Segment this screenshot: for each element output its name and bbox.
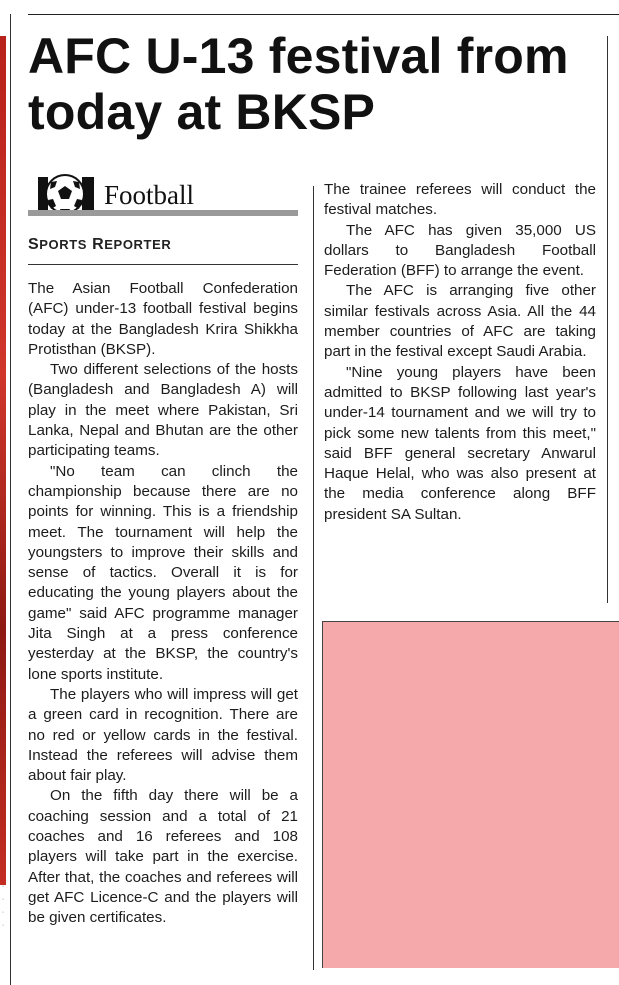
byline-rest-1: PORTS bbox=[39, 237, 88, 252]
article-column-2 bbox=[324, 180, 596, 525]
advertisement-placeholder bbox=[322, 621, 619, 968]
section-label: Football bbox=[104, 180, 195, 210]
byline-rule bbox=[28, 264, 298, 265]
byline-rest-2: EPORTER bbox=[104, 237, 172, 252]
paragraph: Two different selections of the hosts (Bangladesh and Bangladesh A) will play in the meet where Pakistan, Sri Lanka, Nepal and Bhutan are the other participating teams. bbox=[28, 361, 298, 460]
paragraph: The AFC is arranging five other similar festivals across Asia. All the 44 member countries of AFC are taking part in the festival except Saudi Arabia. bbox=[324, 282, 596, 361]
article-column-1 bbox=[28, 279, 298, 929]
right-column-rule bbox=[607, 36, 608, 603]
paragraph: "Nine young players have been admitted to BKSP following last year's under-14 tournament and we will try to pick some new talents from this meet," said BFF general secretary Anwarul Haque Helal, who was also present at the media conference along BFF president SA Sultan. bbox=[324, 363, 596, 523]
paragraph: The players who will impress will get a green card in recognition. There are no red or yellow cards in the festival. Instead the referees will advise them about fair play. bbox=[28, 685, 298, 785]
adjacent-page-strip bbox=[0, 36, 6, 885]
headline: AFC U-13 festival from today at BKSP bbox=[28, 28, 569, 140]
paragraph: "No team can clinch the championship because there are no points for winning. This is a friendship meet. The tournament will help the youngsters to improve their skills and sense of tactics. Overall it is for educating the young players about the game" said AFC programme manager Jita Singh at a press conference yesterday at the BKSP, the country's lone sports institute. bbox=[28, 462, 298, 683]
section-bar bbox=[28, 210, 298, 216]
top-rule bbox=[28, 14, 619, 15]
left-column-rule bbox=[10, 14, 11, 985]
byline bbox=[28, 234, 308, 256]
paragraph: The AFC has given 35,000 US dollars to Bangladesh Football Federation (BFF) to arrange the event. bbox=[324, 221, 596, 280]
column-divider-rule bbox=[313, 186, 314, 970]
byline-initial-2: R bbox=[92, 236, 105, 253]
byline-initial-1: S bbox=[28, 236, 40, 253]
paragraph: The Asian Football Confederation (AFC) under-13 football festival begins today at the Bangladesh Krira Shikkha Protisthan (BKSP). bbox=[28, 280, 298, 358]
paragraph: The trainee referees will conduct the festival matches. bbox=[324, 181, 596, 219]
paragraph: On the fifth day there will be a coaching session and a total of 21 coaches and 16 referees and 108 players will take part in the exercise. After that, the coaches and referees will get AFC Licence-C and the players will be given certificates. bbox=[28, 787, 298, 927]
margin-marks: · · · · bbox=[1, 883, 5, 929]
